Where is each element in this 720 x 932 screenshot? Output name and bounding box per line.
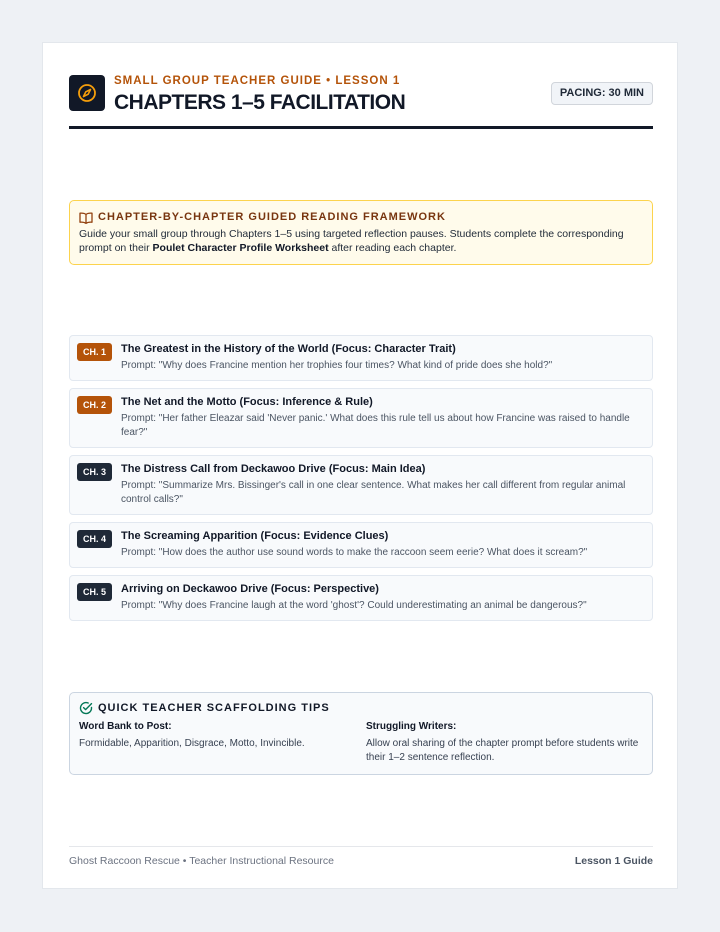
word-bank-heading: Word Bank to Post: bbox=[79, 721, 172, 732]
word-bank-text: Formidable, Apparition, Disgrace, Motto, Invincible. bbox=[79, 738, 305, 749]
chapter-prompt: Prompt: "Summarize Mrs. Bissinger's call in one clear sentence. What makes her call different from regular animal control calls?" bbox=[121, 480, 626, 505]
compass-icon bbox=[69, 75, 105, 111]
chapter-prompt: Prompt: "Her father Eleazar said 'Never panic.' What does this rule tell us about how Francine was raised to handle fear?" bbox=[121, 413, 630, 438]
footer-lesson-label: Lesson 1 Guide bbox=[574, 855, 653, 867]
chapter-badge: CH. 2 bbox=[77, 396, 112, 414]
scaffolding-tips-box bbox=[69, 692, 653, 775]
guide-page bbox=[42, 42, 678, 889]
chapter-card bbox=[69, 335, 653, 381]
chapter-prompt: Prompt: "Why does Francine laugh at the word 'ghost'? Could underestimating an animal be dangerous?" bbox=[121, 600, 587, 611]
framework-description bbox=[79, 228, 645, 255]
struggling-writers-text: Allow oral sharing of the chapter prompt before students write their 1–2 sentence reflection. bbox=[366, 738, 639, 763]
chapter-badge: CH. 4 bbox=[77, 530, 112, 548]
chapter-badge: CH. 5 bbox=[77, 583, 112, 601]
worksheet-name: Poulet Character Profile Worksheet bbox=[152, 241, 329, 254]
page-header bbox=[69, 75, 653, 129]
tips-title: QUICK TEACHER SCAFFOLDING TIPS bbox=[98, 702, 330, 714]
chapter-card bbox=[69, 575, 653, 621]
pacing-badge: PACING: 30 MIN bbox=[551, 82, 653, 105]
chapter-prompt: Prompt: "How does the author use sound words to make the raccoon seem eerie? What does it scream?" bbox=[121, 547, 588, 558]
chapter-card bbox=[69, 455, 653, 515]
framework-text-end: after reading each chapter. bbox=[328, 241, 457, 254]
page-footer bbox=[69, 846, 653, 870]
footer-resource-name: Ghost Raccoon Rescue • Teacher Instructional Resource bbox=[69, 855, 334, 867]
chapter-prompt: Prompt: "Why does Francine mention her trophies four times? What kind of pride does she hold?" bbox=[121, 360, 553, 371]
chapter-title: Arriving on Deckawoo Drive (Focus: Perspective) bbox=[121, 583, 379, 595]
chapter-card bbox=[69, 522, 653, 568]
check-circle-icon bbox=[79, 701, 93, 720]
framework-title: CHAPTER-BY-CHAPTER GUIDED READING FRAMEWORK bbox=[98, 211, 446, 223]
framework-text-start: Guide your small group through Chapters 1–5 using targeted reflection pauses. Students complete the corresponding prompt on their bbox=[79, 228, 624, 254]
guide-eyebrow: SMALL GROUP TEACHER GUIDE • LESSON 1 bbox=[114, 75, 401, 87]
page-title: CHAPTERS 1–5 FACILITATION bbox=[114, 91, 406, 114]
open-book-icon bbox=[79, 211, 93, 229]
chapter-badge: CH. 1 bbox=[77, 343, 112, 361]
chapter-title: The Distress Call from Deckawoo Drive (Focus: Main Idea) bbox=[121, 463, 426, 475]
chapter-title: The Screaming Apparition (Focus: Evidence Clues) bbox=[121, 530, 389, 542]
chapter-title: The Net and the Motto (Focus: Inference & Rule) bbox=[121, 396, 373, 408]
chapter-card bbox=[69, 388, 653, 448]
chapter-title: The Greatest in the History of the World (Focus: Character Trait) bbox=[121, 343, 456, 355]
reading-framework-callout bbox=[69, 200, 653, 265]
struggling-writers-heading: Struggling Writers: bbox=[366, 721, 457, 732]
chapter-badge: CH. 3 bbox=[77, 463, 112, 481]
